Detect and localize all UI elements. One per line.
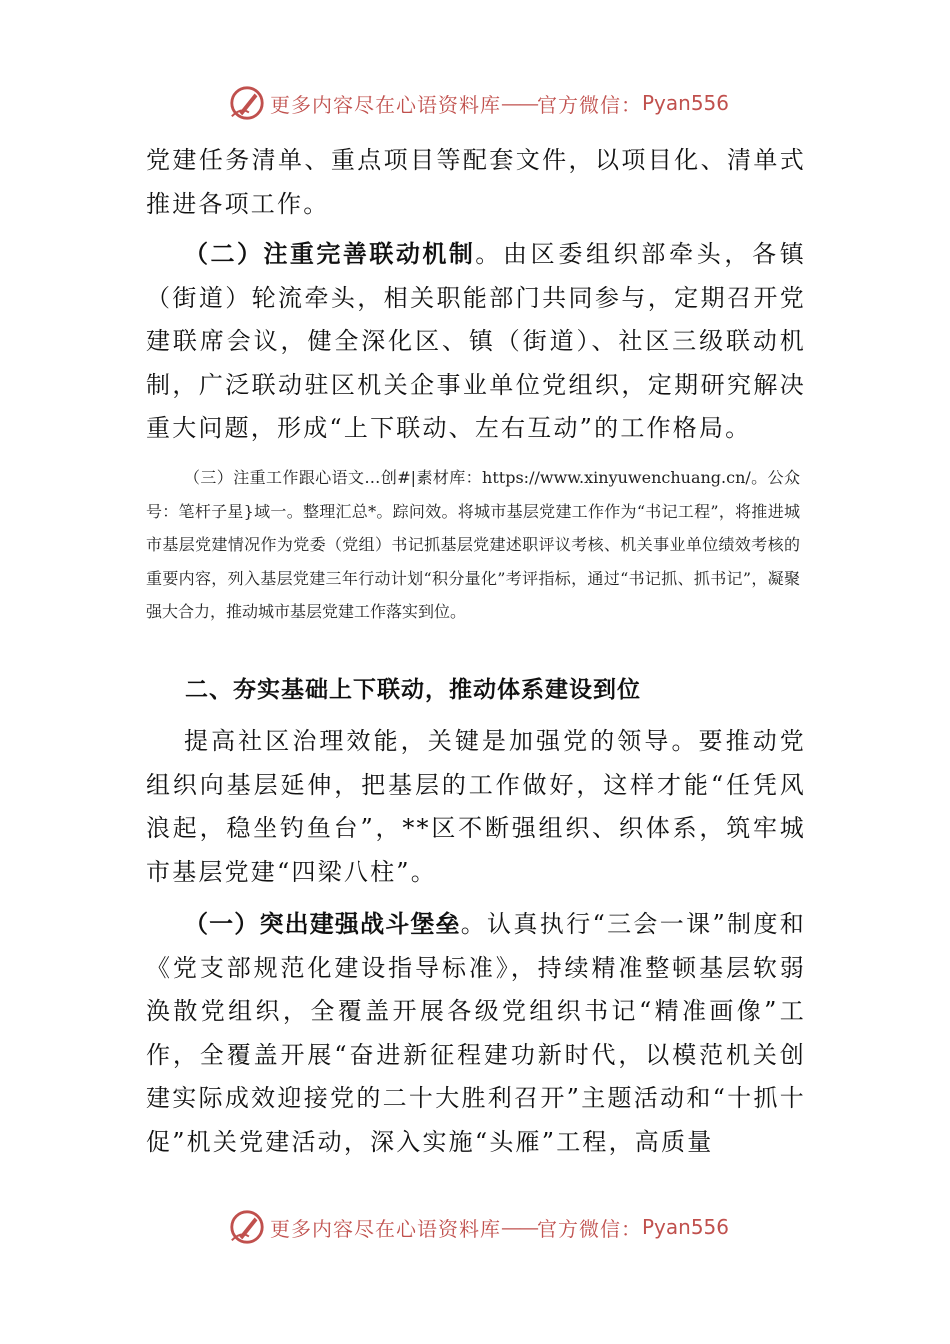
watermark-banner-top: [228, 83, 729, 123]
banner-wechat-label: 官方微信：: [537, 92, 642, 117]
paragraph-5: [146, 903, 806, 1164]
paragraph-3: （三）注重工作跟心语文…创#|素材库：https://www.xinyuwenchuang.cn/。公众号：笔杆子星}域一。整理汇总*。踪问效。将城市基层党建工作作为“书记工程”，将推进城市基层党建情况作为党委（党组）书记抓基层党建述职评议考核、机关事业单位绩效考核的重要内容，列入基层党建三年行动计划“积分量化”考评指标，通过“书记抓、抓书记”，凝聚强大合力，推动城市基层党建工作落实到位。: [146, 468, 800, 621]
paragraph-4: 提高社区治理效能，关键是加强党的领导。要推动党组织向基层延伸，把基层的工作做好，这样才能“任凭风浪起，稳坐钓鱼台”，**区不断强组织、织体系，筑牢城市基层党建“四梁八柱”。: [146, 727, 806, 886]
banner-wechat-label: 官方微信：: [537, 1216, 642, 1241]
banner-wechat-id: Pyan556: [642, 91, 730, 115]
banner-main-text: 更多内容尽在心语资料库: [270, 1216, 501, 1241]
banner-separator-2: —: [519, 1215, 537, 1239]
banner-separator-2: —: [519, 91, 537, 115]
section-heading-2: 二、夯实基础上下联动，推动体系建设到位: [185, 677, 641, 703]
paragraph-2-heading: （二）注重完善联动机制: [184, 240, 476, 268]
paragraph-1: 党建任务清单、重点项目等配套文件，以项目化、清单式推进各项工作。: [146, 146, 806, 218]
pen-logo-icon: [228, 1208, 266, 1246]
watermark-banner-bottom: [228, 1207, 729, 1247]
paragraph-2-body: 。由区委组织部牵头，各镇（街道）轮流牵头，相关职能部门共同参与，定期召开党建联席会议，健全深化区、镇（街道）、社区三级联动机制，广泛联动驻区机关企事业单位党组织，定期研究解决重大问题，形成“上下联动、左右互动”的工作格局。: [146, 240, 806, 442]
paragraph-2: [146, 233, 806, 451]
paragraph-5-body: 。认真执行“三会一课”制度和《党支部规范化建设指导标准》，持续精准整顿基层软弱涣散党组织，全覆盖开展各级党组织书记“精准画像”工作，全覆盖开展“奋进新征程建功新时代，以模范机关创建实际成效迎接党的二十大胜利召开”主题活动和“十抓十促”机关党建活动，深入实施“头雁”工程，高质量: [146, 910, 807, 1156]
paragraph-5-heading: （一）突出建强战斗堡垒: [184, 910, 461, 938]
banner-separator: —: [501, 1215, 519, 1239]
banner-separator: —: [501, 91, 519, 115]
pen-logo-icon: [228, 84, 266, 122]
banner-wechat-id: Pyan556: [642, 1215, 730, 1239]
banner-main-text: 更多内容尽在心语资料库: [270, 92, 501, 117]
